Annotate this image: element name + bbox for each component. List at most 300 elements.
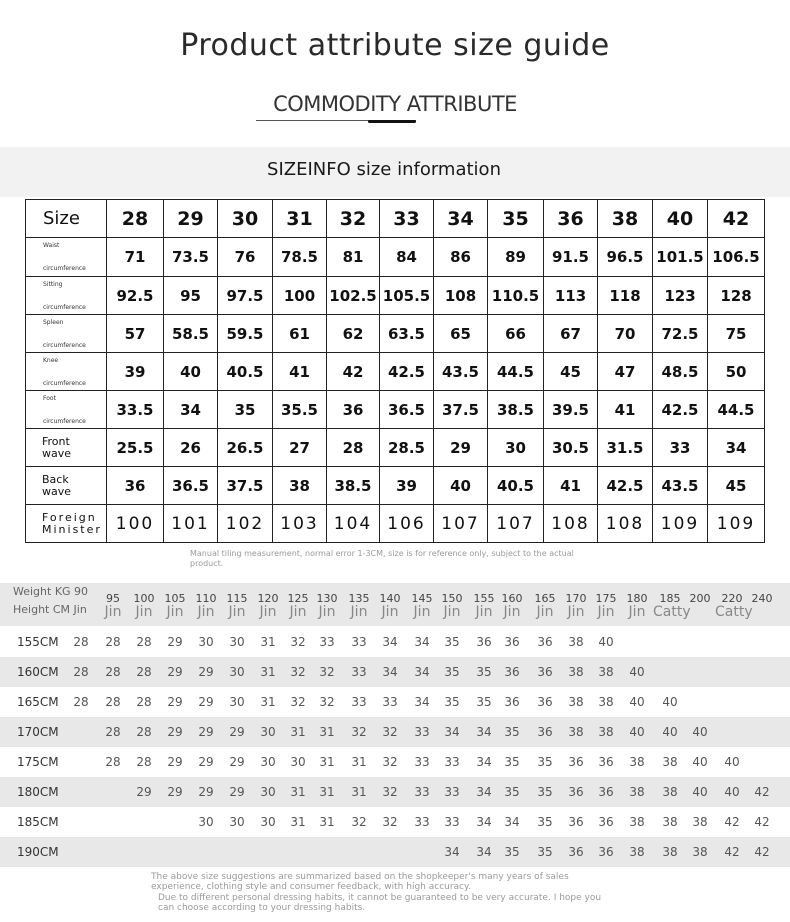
size-suggestion-cell: 36	[537, 695, 553, 709]
weight-value: 240	[751, 592, 773, 605]
weight-value: 220	[721, 592, 743, 605]
size-suggestion-cell: 28	[136, 755, 152, 769]
size-suggestion-cell: 34	[476, 755, 492, 769]
size-value-cell: 91.5	[544, 238, 598, 277]
weight-value: 150	[441, 592, 463, 605]
size-table	[25, 199, 765, 543]
size-value-cell: 84	[380, 238, 434, 277]
height-label: 180CM	[17, 785, 59, 799]
measure-label	[26, 353, 107, 391]
size-value-cell: 109	[708, 505, 765, 543]
size-measure-row	[26, 467, 765, 505]
weight-unit: Jin	[628, 604, 646, 620]
size-suggestion-cell: 31	[290, 725, 306, 739]
size-measure-row	[26, 277, 765, 315]
summary-note: The above size suggestions are summarized based on the shopkeeper's many years of sales experience, clothing style and consumer feedback, with high accuracy.	[151, 872, 569, 892]
size-value-cell: 41	[544, 467, 598, 505]
size-suggestion-cell: 28	[73, 665, 89, 679]
size-value-cell: 41	[598, 391, 653, 429]
size-suggestion-cell: 31	[319, 725, 335, 739]
size-value-cell: 40.5	[488, 467, 544, 505]
size-suggestion-cell: 40	[724, 785, 740, 799]
size-value-cell: 44.5	[488, 353, 544, 391]
weight-unit: Catty	[653, 604, 691, 620]
weight-unit: Jin	[413, 604, 431, 620]
size-suggestion-cell: 34	[476, 785, 492, 799]
size-suggestion-cell: 34	[504, 815, 520, 829]
size-header-cell: 29	[164, 200, 218, 238]
size-value-cell: 39	[107, 353, 164, 391]
size-value-cell: 108	[544, 505, 598, 543]
size-suggestion-cell: 34	[476, 845, 492, 859]
size-suggestion-cell: 31	[319, 785, 335, 799]
size-value-cell: 106.5	[708, 238, 765, 277]
measurement-note: Manual tiling measurement, normal error 1-3CM, size is for reference only, subject to the actual product.	[190, 549, 574, 568]
weight-value: 130	[316, 592, 338, 605]
size-value-cell: 128	[708, 277, 765, 315]
weight-column-header	[342, 593, 376, 619]
size-header-cell: 40	[653, 200, 708, 238]
size-value-cell: 42	[327, 353, 380, 391]
size-suggestion-cell: 36	[598, 785, 614, 799]
size-value-cell: 50	[708, 353, 765, 391]
measure-label-line2: circumference	[43, 379, 86, 387]
size-suggestion-cell: 32	[382, 725, 398, 739]
size-value-cell: 42.5	[598, 467, 653, 505]
size-suggestion-cell: 29	[136, 785, 152, 799]
weight-height-table	[0, 583, 790, 868]
size-suggestion-cell: 32	[319, 695, 335, 709]
size-suggestion-cell: 32	[319, 665, 335, 679]
measure-label-line1: Foot	[43, 394, 56, 402]
measure-label-line2: Minister	[42, 522, 102, 536]
height-label: 165CM	[17, 695, 59, 709]
size-suggestion-cell: 35	[537, 785, 553, 799]
weight-value: 140	[379, 592, 401, 605]
size-suggestion-cell: 33	[414, 785, 430, 799]
height-label: 155CM	[17, 635, 59, 649]
size-value-cell: 81	[327, 238, 380, 277]
size-suggestion-cell: 40	[629, 695, 645, 709]
weight-unit: Jin	[443, 604, 461, 620]
height-row	[0, 837, 790, 867]
size-value-cell: 27	[273, 429, 327, 467]
size-suggestion-cell: 38	[598, 695, 614, 709]
size-suggestion-cell: 33	[351, 695, 367, 709]
size-value-cell: 36.5	[380, 391, 434, 429]
size-header-cell: 34	[434, 200, 488, 238]
size-suggestion-cell: 34	[414, 665, 430, 679]
size-suggestion-cell: 38	[692, 815, 708, 829]
size-value-cell: 95	[164, 277, 218, 315]
size-suggestion-cell: 31	[260, 665, 276, 679]
size-value-cell: 31.5	[598, 429, 653, 467]
size-suggestion-cell: 28	[105, 665, 121, 679]
size-suggestion-cell: 29	[229, 755, 245, 769]
size-value-cell: 71	[107, 238, 164, 277]
size-value-cell: 45	[544, 353, 598, 391]
size-suggestion-cell: 36	[504, 695, 520, 709]
size-suggestion-cell: 40	[629, 725, 645, 739]
size-value-cell: 61	[273, 315, 327, 353]
size-suggestion-cell: 38	[568, 725, 584, 739]
size-suggestion-cell: 33	[414, 815, 430, 829]
size-suggestion-cell: 29	[167, 635, 183, 649]
size-suggestion-cell: 38	[692, 845, 708, 859]
size-suggestion-cell: 32	[290, 665, 306, 679]
size-value-cell: 70	[598, 315, 653, 353]
size-suggestion-cell: 36	[568, 815, 584, 829]
weight-column-header	[405, 593, 439, 619]
size-header-row	[26, 200, 765, 238]
size-suggestion-cell: 33	[444, 755, 460, 769]
size-value-cell: 44.5	[708, 391, 765, 429]
size-value-cell: 100	[107, 505, 164, 543]
measure-label-line1: Back	[42, 472, 69, 486]
size-suggestion-cell: 31	[290, 815, 306, 829]
size-suggestion-cell: 28	[73, 695, 89, 709]
weight-value: 135	[348, 592, 370, 605]
page-title: Product attribute size guide	[180, 28, 610, 63]
measure-label-line1: Sitting	[43, 280, 63, 288]
size-suggestion-cell: 36	[537, 665, 553, 679]
size-value-cell: 39.5	[544, 391, 598, 429]
size-value-cell: 43.5	[434, 353, 488, 391]
size-value-cell: 123	[653, 277, 708, 315]
size-value-cell: 28	[327, 429, 380, 467]
size-value-cell: 72.5	[653, 315, 708, 353]
size-value-cell: 57	[107, 315, 164, 353]
weight-unit: Jin	[197, 604, 215, 620]
size-suggestion-cell: 33	[351, 665, 367, 679]
size-suggestion-cell: 40	[692, 755, 708, 769]
weight-value: 110	[195, 592, 217, 605]
size-suggestion-cell: 31	[351, 755, 367, 769]
size-value-cell: 34	[164, 391, 218, 429]
size-value-cell: 29	[434, 429, 488, 467]
size-suggestion-cell: 33	[444, 785, 460, 799]
size-suggestion-cell: 32	[382, 815, 398, 829]
size-suggestion-cell: 38	[629, 755, 645, 769]
size-value-cell: 35.5	[273, 391, 327, 429]
size-suggestion-cell: 28	[136, 665, 152, 679]
size-value-cell: 107	[434, 505, 488, 543]
size-header-cell: 31	[273, 200, 327, 238]
measure-label-text	[26, 395, 106, 425]
size-value-cell: 38.5	[488, 391, 544, 429]
size-suggestion-cell: 35	[476, 695, 492, 709]
height-row	[0, 657, 790, 687]
weight-unit: Jin	[475, 604, 493, 620]
size-value-cell: 37.5	[218, 467, 273, 505]
size-header-label: Size	[26, 200, 107, 238]
measure-label-line2: circumference	[43, 265, 86, 272]
size-suggestion-cell: 29	[167, 755, 183, 769]
size-value-cell: 113	[544, 277, 598, 315]
size-suggestion-cell: 35	[537, 755, 553, 769]
measure-label-line2: circumference	[43, 303, 86, 311]
size-suggestion-cell: 34	[382, 665, 398, 679]
size-suggestion-cell: 28	[105, 755, 121, 769]
size-value-cell: 103	[273, 505, 327, 543]
size-suggestion-cell: 29	[167, 665, 183, 679]
size-value-cell: 59.5	[218, 315, 273, 353]
size-suggestion-cell: 36	[568, 755, 584, 769]
size-suggestion-cell: 36	[568, 845, 584, 859]
measure-label-line2: wave	[42, 446, 72, 460]
size-suggestion-cell: 33	[351, 635, 367, 649]
size-suggestion-cell: 31	[319, 815, 335, 829]
size-value-cell: 38	[273, 467, 327, 505]
size-value-cell: 40	[434, 467, 488, 505]
size-suggestion-cell: 40	[724, 755, 740, 769]
weight-unit: Jin	[318, 604, 336, 620]
measure-label-text	[26, 436, 106, 460]
size-suggestion-cell: 34	[476, 815, 492, 829]
size-suggestion-cell: 32	[290, 695, 306, 709]
weight-value: 180	[626, 592, 648, 605]
size-value-cell: 33.5	[107, 391, 164, 429]
size-suggestion-cell: 36	[568, 785, 584, 799]
size-header-cell: 38	[598, 200, 653, 238]
size-suggestion-cell: 29	[198, 755, 214, 769]
height-row	[0, 807, 790, 837]
size-value-cell: 92.5	[107, 277, 164, 315]
size-suggestion-cell: 42	[754, 845, 770, 859]
size-suggestion-cell: 40	[629, 665, 645, 679]
measure-label-line1: Front	[42, 434, 70, 448]
size-value-cell: 101	[164, 505, 218, 543]
height-row	[0, 687, 790, 717]
size-value-cell: 86	[434, 238, 488, 277]
weight-value: 100	[133, 592, 155, 605]
size-suggestion-cell: 29	[167, 725, 183, 739]
size-value-cell: 101.5	[653, 238, 708, 277]
weight-column-header	[96, 593, 130, 619]
weight-unit: Jin	[567, 604, 585, 620]
size-value-cell: 62	[327, 315, 380, 353]
size-suggestion-cell: 30	[229, 665, 245, 679]
height-row	[0, 627, 790, 657]
size-suggestion-cell: 36	[598, 755, 614, 769]
weight-column-header	[620, 593, 654, 619]
weight-column-header	[158, 593, 192, 619]
size-value-cell: 75	[708, 315, 765, 353]
size-suggestion-cell: 40	[662, 725, 678, 739]
size-suggestion-cell: 36	[598, 845, 614, 859]
size-value-cell: 100	[273, 277, 327, 315]
size-value-cell: 38.5	[327, 467, 380, 505]
size-value-cell: 58.5	[164, 315, 218, 353]
size-value-cell: 40.5	[218, 353, 273, 391]
weight-value: 170	[565, 592, 587, 605]
size-suggestion-cell: 42	[754, 785, 770, 799]
size-suggestion-cell: 29	[229, 785, 245, 799]
size-info-heading: SIZEINFO size information	[267, 159, 501, 180]
measure-label	[26, 315, 107, 353]
size-suggestion-cell: 34	[382, 635, 398, 649]
size-suggestion-cell: 28	[105, 635, 121, 649]
size-suggestion-cell: 32	[351, 725, 367, 739]
size-suggestion-cell: 38	[598, 665, 614, 679]
size-suggestion-cell: 33	[382, 695, 398, 709]
size-suggestion-cell: 28	[136, 695, 152, 709]
weight-unit: Jin	[381, 604, 399, 620]
height-label: 185CM	[17, 815, 59, 829]
size-value-cell: 40	[164, 353, 218, 391]
size-suggestion-cell: 38	[568, 695, 584, 709]
measure-label	[26, 391, 107, 429]
size-suggestion-cell: 30	[198, 635, 214, 649]
size-suggestion-cell: 35	[537, 845, 553, 859]
size-suggestion-cell: 28	[136, 725, 152, 739]
size-value-cell: 106	[380, 505, 434, 543]
size-value-cell: 63.5	[380, 315, 434, 353]
size-value-cell: 108	[434, 277, 488, 315]
size-value-cell: 30	[488, 429, 544, 467]
weight-value: 175	[595, 592, 617, 605]
weight-value: 125	[287, 592, 309, 605]
size-suggestion-cell: 30	[229, 635, 245, 649]
weight-column-header	[127, 593, 161, 619]
measure-label-text	[26, 319, 106, 349]
size-suggestion-cell: 29	[167, 695, 183, 709]
size-value-cell: 48.5	[653, 353, 708, 391]
weight-column-header	[745, 593, 779, 605]
size-suggestion-cell: 31	[260, 635, 276, 649]
measure-label-text	[26, 242, 106, 272]
height-label: 160CM	[17, 665, 59, 679]
size-value-cell: 36	[327, 391, 380, 429]
size-suggestion-cell: 30	[229, 815, 245, 829]
size-suggestion-cell: 35	[444, 665, 460, 679]
weight-column-header	[189, 593, 223, 619]
weight-column-header	[310, 593, 344, 619]
size-header-cell: 30	[218, 200, 273, 238]
height-row	[0, 777, 790, 807]
size-value-cell: 37.5	[434, 391, 488, 429]
size-suggestion-cell: 32	[382, 785, 398, 799]
size-suggestion-cell: 42	[754, 815, 770, 829]
size-value-cell: 36	[107, 467, 164, 505]
weight-unit: Jin	[289, 604, 307, 620]
weight-value: 185	[659, 592, 681, 605]
size-suggestion-cell: 38	[662, 845, 678, 859]
size-measure-row	[26, 429, 765, 467]
size-suggestion-cell: 30	[229, 695, 245, 709]
size-value-cell: 109	[653, 505, 708, 543]
size-suggestion-cell: 35	[504, 725, 520, 739]
weight-column-header	[373, 593, 407, 619]
size-value-cell: 28.5	[380, 429, 434, 467]
weight-unit: Jin	[104, 604, 122, 620]
weight-unit: Jin	[503, 604, 521, 620]
weight-column-header	[653, 592, 691, 620]
size-value-cell: 73.5	[164, 238, 218, 277]
size-value-cell: 41	[273, 353, 327, 391]
size-value-cell: 78.5	[273, 238, 327, 277]
height-row	[0, 747, 790, 777]
size-suggestion-cell: 40	[692, 785, 708, 799]
accuracy-note: Due to different personal dressing habits, it cannot be guaranteed to be very accurate. I hope you can choose according to your dressing habits.	[158, 893, 602, 913]
size-suggestion-cell: 38	[568, 635, 584, 649]
size-value-cell: 96.5	[598, 238, 653, 277]
size-measure-row	[26, 391, 765, 429]
size-suggestion-cell: 31	[319, 755, 335, 769]
size-suggestion-cell: 33	[414, 755, 430, 769]
size-value-cell: 102.5	[327, 277, 380, 315]
measure-label-line2: circumference	[43, 341, 86, 349]
size-value-cell: 35	[218, 391, 273, 429]
size-suggestion-cell: 35	[504, 845, 520, 859]
size-suggestion-cell: 42	[724, 815, 740, 829]
size-suggestion-cell: 29	[198, 785, 214, 799]
size-value-cell: 26.5	[218, 429, 273, 467]
weight-unit: Jin	[536, 604, 554, 620]
size-suggestion-cell: 36	[537, 725, 553, 739]
measure-label-text	[26, 474, 106, 498]
size-suggestion-cell: 40	[692, 725, 708, 739]
size-value-cell: 89	[488, 238, 544, 277]
size-suggestion-cell: 38	[568, 665, 584, 679]
measure-label	[26, 238, 107, 277]
size-header-cell: 32	[327, 200, 380, 238]
size-value-cell: 67	[544, 315, 598, 353]
size-suggestion-cell: 33	[319, 635, 335, 649]
weight-value: 95	[106, 592, 120, 605]
size-value-cell: 65	[434, 315, 488, 353]
measure-label	[26, 277, 107, 315]
weight-column-header	[495, 593, 529, 619]
weight-column-header	[528, 593, 562, 619]
size-measure-row	[26, 238, 765, 277]
size-suggestion-cell: 31	[260, 695, 276, 709]
subtitle-underline-accent	[368, 120, 416, 123]
weight-value: 200	[689, 592, 711, 605]
weight-value: 165	[534, 592, 556, 605]
weight-unit: Jin	[135, 604, 153, 620]
size-value-cell: 42.5	[653, 391, 708, 429]
size-suggestion-cell: 35	[444, 695, 460, 709]
commodity-attribute-subtitle: COMMODITY ATTRIBUTE	[273, 92, 517, 116]
weight-value: 145	[411, 592, 433, 605]
measure-label	[26, 429, 107, 467]
size-suggestion-cell: 36	[504, 635, 520, 649]
size-header-cell: 36	[544, 200, 598, 238]
size-suggestion-cell: 29	[229, 725, 245, 739]
size-value-cell: 43.5	[653, 467, 708, 505]
size-suggestion-cell: 32	[382, 755, 398, 769]
size-suggestion-cell: 30	[198, 815, 214, 829]
size-suggestion-cell: 35	[476, 665, 492, 679]
size-value-cell: 26	[164, 429, 218, 467]
size-suggestion-cell: 38	[629, 845, 645, 859]
size-suggestion-cell: 31	[351, 785, 367, 799]
size-value-cell: 66	[488, 315, 544, 353]
size-suggestion-cell: 28	[105, 695, 121, 709]
weight-value: 120	[257, 592, 279, 605]
size-measure-row	[26, 315, 765, 353]
height-label: 170CM	[17, 725, 59, 739]
size-suggestion-cell: 40	[662, 695, 678, 709]
measure-label	[26, 467, 107, 505]
size-value-cell: 118	[598, 277, 653, 315]
size-suggestion-cell: 33	[414, 725, 430, 739]
size-suggestion-cell: 29	[198, 725, 214, 739]
measure-label-line1: Knee	[43, 356, 59, 364]
height-axis-label: Height CM Jin	[13, 603, 87, 616]
size-value-cell: 33	[653, 429, 708, 467]
